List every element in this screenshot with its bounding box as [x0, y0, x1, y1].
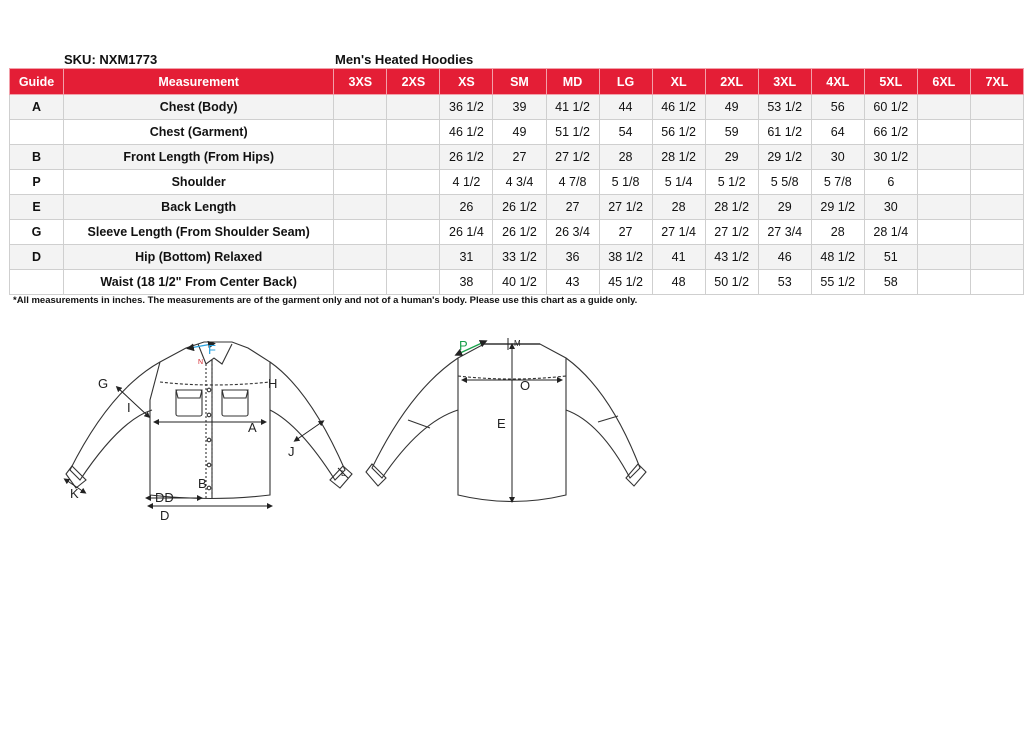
- guide-cell: G: [10, 220, 64, 245]
- guide-cell: D: [10, 245, 64, 270]
- size-value-cell: 45 1/2: [599, 270, 652, 295]
- size-value-cell: 4 3/4: [493, 170, 546, 195]
- size-value-cell: 29 1/2: [758, 145, 811, 170]
- size-value-cell: [917, 170, 970, 195]
- label-f: F: [208, 342, 216, 357]
- label-i: I: [127, 400, 131, 415]
- size-value-cell: 43 1/2: [705, 245, 758, 270]
- column-header: 4XL: [811, 69, 864, 95]
- size-value-cell: [970, 120, 1023, 145]
- column-header: SM: [493, 69, 546, 95]
- size-value-cell: 50 1/2: [705, 270, 758, 295]
- column-header: 3XL: [758, 69, 811, 95]
- size-value-cell: 27 1/2: [546, 145, 599, 170]
- size-value-cell: 27: [546, 195, 599, 220]
- size-value-cell: 4 1/2: [440, 170, 493, 195]
- guide-cell: [10, 120, 64, 145]
- measurement-cell: Back Length: [64, 195, 334, 220]
- size-value-cell: 5 1/8: [599, 170, 652, 195]
- garment-diagram: [0, 330, 1024, 530]
- label-n: N: [198, 359, 204, 366]
- column-header: 2XL: [705, 69, 758, 95]
- size-value-cell: 28 1/4: [864, 220, 917, 245]
- front-shirt-illustration: [66, 342, 352, 499]
- size-value-cell: 36: [546, 245, 599, 270]
- size-value-cell: 4 7/8: [546, 170, 599, 195]
- column-header: LG: [599, 69, 652, 95]
- size-value-cell: 43: [546, 270, 599, 295]
- table-body: [10, 95, 1024, 295]
- size-value-cell: [970, 145, 1023, 170]
- size-value-cell: [917, 195, 970, 220]
- size-value-cell: 56: [811, 95, 864, 120]
- measurement-cell: Waist (18 1/2" From Center Back): [64, 270, 334, 295]
- label-e: E: [497, 416, 506, 431]
- front-measure-lines: [66, 360, 348, 506]
- size-value-cell: 27 1/2: [705, 220, 758, 245]
- label-g: G: [98, 376, 109, 391]
- size-value-cell: 53: [758, 270, 811, 295]
- size-value-cell: 56 1/2: [652, 120, 705, 145]
- footnote: *All measurements in inches. The measurements are of the garment only and not of a human's body. Please use this chart as a guide only.: [13, 295, 638, 306]
- size-value-cell: [917, 270, 970, 295]
- size-value-cell: 27: [493, 145, 546, 170]
- size-value-cell: [387, 95, 440, 120]
- size-value-cell: 28: [811, 220, 864, 245]
- measurement-cell: Shoulder: [64, 170, 334, 195]
- column-header: MD: [546, 69, 599, 95]
- size-value-cell: 28 1/2: [705, 195, 758, 220]
- size-value-cell: 30: [864, 195, 917, 220]
- size-value-cell: 39: [493, 95, 546, 120]
- size-value-cell: 26 1/4: [440, 220, 493, 245]
- size-value-cell: [334, 145, 387, 170]
- size-value-cell: 27 1/2: [599, 195, 652, 220]
- size-value-cell: 58: [864, 270, 917, 295]
- size-value-cell: [387, 120, 440, 145]
- label-b: B: [198, 476, 207, 491]
- size-value-cell: 51 1/2: [546, 120, 599, 145]
- column-header: Measurement: [64, 69, 334, 95]
- table-row: [10, 270, 1024, 295]
- size-value-cell: [334, 245, 387, 270]
- size-value-cell: 30 1/2: [864, 145, 917, 170]
- size-value-cell: 26 1/2: [440, 145, 493, 170]
- sku-label: SKU: NXM1773: [64, 52, 158, 67]
- size-value-cell: 46 1/2: [440, 120, 493, 145]
- table-row: [10, 145, 1024, 170]
- measurement-cell: Chest (Body): [64, 95, 334, 120]
- size-value-cell: 27 1/4: [652, 220, 705, 245]
- size-value-cell: 53 1/2: [758, 95, 811, 120]
- size-value-cell: [917, 245, 970, 270]
- column-header: Guide: [10, 69, 64, 95]
- size-value-cell: [970, 195, 1023, 220]
- size-value-cell: [970, 270, 1023, 295]
- size-value-cell: [970, 220, 1023, 245]
- table-row: [10, 195, 1024, 220]
- label-d: D: [160, 508, 170, 523]
- size-value-cell: 28: [599, 145, 652, 170]
- table-row: [10, 245, 1024, 270]
- size-value-cell: [334, 170, 387, 195]
- size-value-cell: 30: [811, 145, 864, 170]
- column-header: XL: [652, 69, 705, 95]
- size-value-cell: 41 1/2: [546, 95, 599, 120]
- column-header: 5XL: [864, 69, 917, 95]
- size-value-cell: 28 1/2: [652, 145, 705, 170]
- guide-cell: B: [10, 145, 64, 170]
- size-value-cell: 46 1/2: [652, 95, 705, 120]
- back-shirt-illustration: [366, 344, 646, 502]
- size-value-cell: 27: [599, 220, 652, 245]
- column-header: 2XS: [387, 69, 440, 95]
- table-row: [10, 95, 1024, 120]
- size-value-cell: [387, 170, 440, 195]
- size-value-cell: 26: [440, 195, 493, 220]
- measurement-cell: Sleeve Length (From Shoulder Seam): [64, 220, 334, 245]
- table-row: [10, 120, 1024, 145]
- size-value-cell: 6: [864, 170, 917, 195]
- size-value-cell: 36 1/2: [440, 95, 493, 120]
- size-value-cell: 33 1/2: [493, 245, 546, 270]
- size-value-cell: 48 1/2: [811, 245, 864, 270]
- back-measure-lines: [464, 338, 560, 500]
- size-value-cell: 51: [864, 245, 917, 270]
- size-value-cell: 49: [705, 95, 758, 120]
- label-o: O: [520, 378, 531, 393]
- size-value-cell: 28: [652, 195, 705, 220]
- size-value-cell: 26 1/2: [493, 195, 546, 220]
- size-value-cell: 5 1/4: [652, 170, 705, 195]
- size-value-cell: [917, 120, 970, 145]
- size-value-cell: [917, 145, 970, 170]
- label-l: L: [341, 469, 346, 478]
- size-value-cell: 61 1/2: [758, 120, 811, 145]
- size-value-cell: 66 1/2: [864, 120, 917, 145]
- size-value-cell: [334, 270, 387, 295]
- column-header: 6XL: [917, 69, 970, 95]
- size-chart-table: [9, 68, 1024, 295]
- size-value-cell: 60 1/2: [864, 95, 917, 120]
- size-value-cell: 55 1/2: [811, 270, 864, 295]
- size-value-cell: [387, 145, 440, 170]
- column-header: 7XL: [970, 69, 1023, 95]
- label-m: M: [514, 339, 521, 348]
- page-title: Men's Heated Hoodies: [335, 52, 474, 67]
- size-value-cell: 40 1/2: [493, 270, 546, 295]
- label-a: A: [248, 420, 257, 435]
- label-j: J: [288, 444, 295, 459]
- size-value-cell: 41: [652, 245, 705, 270]
- label-p: P: [459, 338, 468, 353]
- size-value-cell: [334, 120, 387, 145]
- size-value-cell: 27 3/4: [758, 220, 811, 245]
- size-value-cell: 5 5/8: [758, 170, 811, 195]
- guide-cell: P: [10, 170, 64, 195]
- size-value-cell: 54: [599, 120, 652, 145]
- size-value-cell: [334, 220, 387, 245]
- size-value-cell: [387, 270, 440, 295]
- guide-cell: A: [10, 95, 64, 120]
- size-value-cell: 38 1/2: [599, 245, 652, 270]
- size-value-cell: 29: [705, 145, 758, 170]
- guide-cell: [10, 270, 64, 295]
- size-value-cell: 44: [599, 95, 652, 120]
- size-value-cell: [334, 95, 387, 120]
- guide-cell: E: [10, 195, 64, 220]
- size-value-cell: [970, 170, 1023, 195]
- column-header: 3XS: [334, 69, 387, 95]
- size-value-cell: [917, 220, 970, 245]
- size-value-cell: 26 3/4: [546, 220, 599, 245]
- size-value-cell: 29 1/2: [811, 195, 864, 220]
- size-value-cell: [387, 245, 440, 270]
- table-row: [10, 170, 1024, 195]
- table-row: [10, 220, 1024, 245]
- measurement-cell: Hip (Bottom) Relaxed: [64, 245, 334, 270]
- size-value-cell: 5 7/8: [811, 170, 864, 195]
- size-value-cell: 31: [440, 245, 493, 270]
- size-value-cell: 64: [811, 120, 864, 145]
- size-value-cell: [970, 95, 1023, 120]
- size-value-cell: [387, 195, 440, 220]
- size-value-cell: 26 1/2: [493, 220, 546, 245]
- size-value-cell: 46: [758, 245, 811, 270]
- size-value-cell: [334, 195, 387, 220]
- size-value-cell: 29: [758, 195, 811, 220]
- label-k: K: [70, 486, 79, 501]
- label-dd: DD: [155, 490, 174, 505]
- label-h: H: [268, 376, 278, 391]
- size-value-cell: [917, 95, 970, 120]
- measurement-cell: Front Length (From Hips): [64, 145, 334, 170]
- size-value-cell: 5 1/2: [705, 170, 758, 195]
- size-value-cell: [970, 245, 1023, 270]
- measurement-cell: Chest (Garment): [64, 120, 334, 145]
- size-value-cell: 49: [493, 120, 546, 145]
- table-header-row: [10, 69, 1024, 95]
- size-value-cell: 59: [705, 120, 758, 145]
- size-value-cell: [387, 220, 440, 245]
- size-value-cell: 38: [440, 270, 493, 295]
- column-header: XS: [440, 69, 493, 95]
- size-value-cell: 48: [652, 270, 705, 295]
